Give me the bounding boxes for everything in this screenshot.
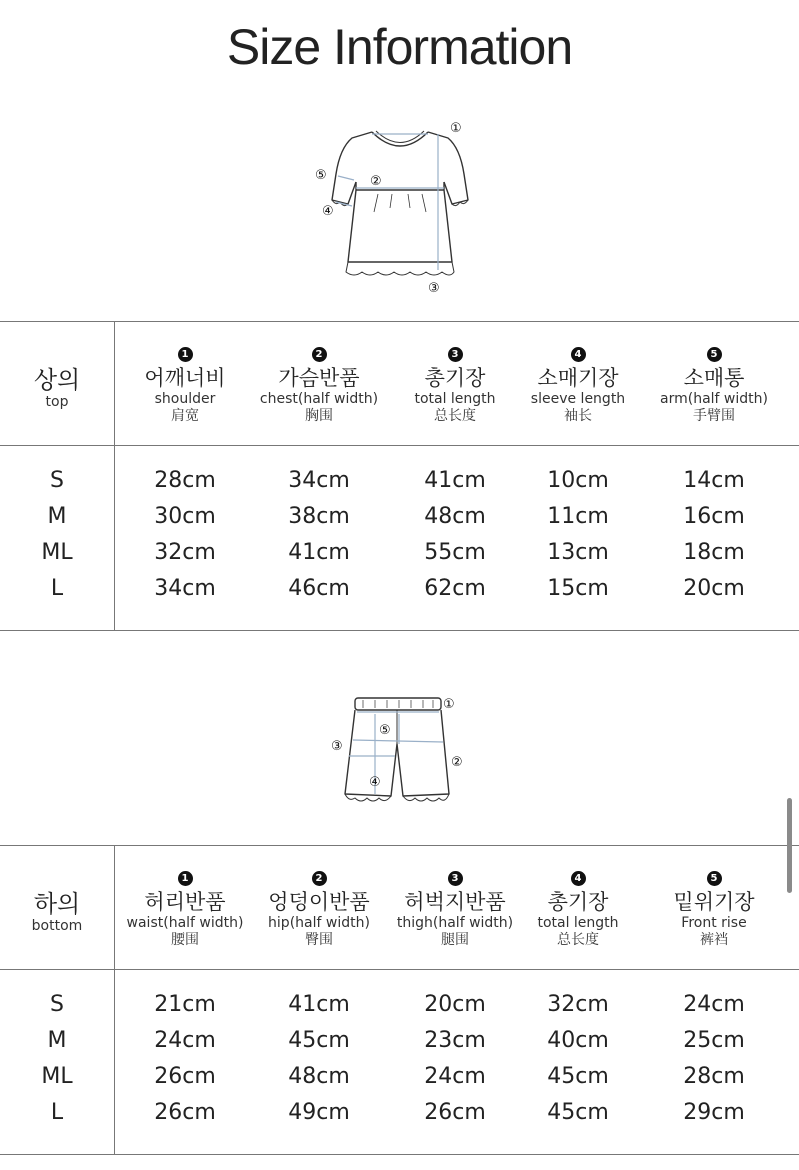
top-table-header	[0, 322, 799, 446]
table-cell: 11cm	[547, 504, 609, 529]
table-cell: 14cm	[683, 468, 745, 493]
column-header: 5 밑위기장 Front rise 裤裆	[673, 873, 755, 948]
table-cell: 55cm	[424, 540, 486, 565]
table-cell: 23cm	[424, 1028, 486, 1053]
marker-3: ③	[331, 739, 343, 754]
number-badge: 4	[571, 871, 586, 886]
table-cell: 48cm	[424, 504, 486, 529]
table-cell: 46cm	[288, 576, 350, 601]
table-cell: 49cm	[288, 1100, 350, 1125]
number-badge: 4	[571, 347, 586, 362]
table-cell: 20cm	[683, 576, 745, 601]
table-cell: 38cm	[288, 504, 350, 529]
marker-5: ⑤	[315, 168, 327, 183]
table-cell: 41cm	[288, 992, 350, 1017]
category-label: 하의 bottom	[31, 890, 83, 934]
size-label: M	[47, 504, 67, 529]
bottom-size-table	[0, 845, 799, 1155]
table-cell: 41cm	[424, 468, 486, 493]
number-badge: 3	[448, 347, 463, 362]
table-cell: 24cm	[424, 1064, 486, 1089]
size-label: ML	[41, 540, 73, 565]
marker-2: ②	[451, 755, 463, 770]
table-cell: 45cm	[547, 1064, 609, 1089]
table-cell: 48cm	[288, 1064, 350, 1089]
table-cell: 13cm	[547, 540, 609, 565]
table-cell: 34cm	[154, 576, 216, 601]
table-cell: 15cm	[547, 576, 609, 601]
number-badge: 2	[312, 871, 327, 886]
size-label: S	[50, 468, 64, 493]
table-cell: 45cm	[547, 1100, 609, 1125]
size-label: L	[50, 1100, 64, 1125]
table-cell: 24cm	[154, 1028, 216, 1053]
marker-2: ②	[370, 174, 382, 189]
bottom-table-header	[0, 846, 799, 970]
number-badge: 2	[312, 347, 327, 362]
column-header: 5 소매통 arm(half width) 手臂围	[660, 349, 768, 424]
table-cell: 24cm	[683, 992, 745, 1017]
table-cell: 40cm	[547, 1028, 609, 1053]
column-header: 1 허리반품 waist(half width) 腰围	[126, 873, 244, 948]
column-header: 3 총기장 total length 总长度	[414, 349, 496, 424]
bottom-table-body	[0, 970, 799, 1154]
number-badge: 3	[448, 871, 463, 886]
table-cell: 41cm	[288, 540, 350, 565]
table-cell: 21cm	[154, 992, 216, 1017]
table-cell: 25cm	[683, 1028, 745, 1053]
table-cell: 29cm	[683, 1100, 745, 1125]
table-cell: 32cm	[154, 540, 216, 565]
number-badge: 1	[178, 347, 193, 362]
table-cell: 26cm	[154, 1064, 216, 1089]
column-header: 4 총기장 total length 总长度	[537, 873, 619, 948]
table-cell: 16cm	[683, 504, 745, 529]
marker-4: ④	[322, 204, 334, 219]
table-cell: 32cm	[547, 992, 609, 1017]
table-cell: 26cm	[154, 1100, 216, 1125]
table-cell: 28cm	[154, 468, 216, 493]
column-header: 2 엉덩이반품 hip(half width) 臀围	[268, 873, 370, 948]
size-label: ML	[41, 1064, 73, 1089]
top-size-table	[0, 321, 799, 631]
table-cell: 26cm	[424, 1100, 486, 1125]
size-label: S	[50, 992, 64, 1017]
table-cell: 45cm	[288, 1028, 350, 1053]
scrollbar-thumb[interactable]	[787, 798, 792, 893]
marker-4: ④	[369, 775, 381, 790]
table-cell: 18cm	[683, 540, 745, 565]
table-cell: 34cm	[288, 468, 350, 493]
marker-1: ①	[443, 697, 455, 712]
table-cell: 30cm	[154, 504, 216, 529]
column-header: 1 어깨너비 shoulder 肩宽	[144, 349, 226, 424]
number-badge: 5	[707, 347, 722, 362]
number-badge: 5	[707, 871, 722, 886]
marker-3: ③	[428, 281, 440, 296]
column-header: 3 허벅지반품 thigh(half width) 腿围	[396, 873, 514, 948]
table-cell: 62cm	[424, 576, 486, 601]
category-label: 상의 top	[33, 366, 81, 410]
table-cell: 28cm	[683, 1064, 745, 1089]
table-cell: 10cm	[547, 468, 609, 493]
marker-5: ⑤	[379, 723, 391, 738]
size-label: L	[50, 576, 64, 601]
top-table-body	[0, 446, 799, 630]
size-label: M	[47, 1028, 67, 1053]
table-cell: 20cm	[424, 992, 486, 1017]
number-badge: 1	[178, 871, 193, 886]
bottom-garment-diagram	[325, 690, 475, 815]
top-garment-diagram	[300, 112, 500, 302]
column-header: 2 가슴반품 chest(half width) 胸围	[259, 349, 379, 424]
marker-1: ①	[450, 121, 462, 136]
column-header: 4 소매기장 sleeve length 袖长	[530, 349, 626, 424]
page-title: Size Information	[226, 19, 573, 75]
